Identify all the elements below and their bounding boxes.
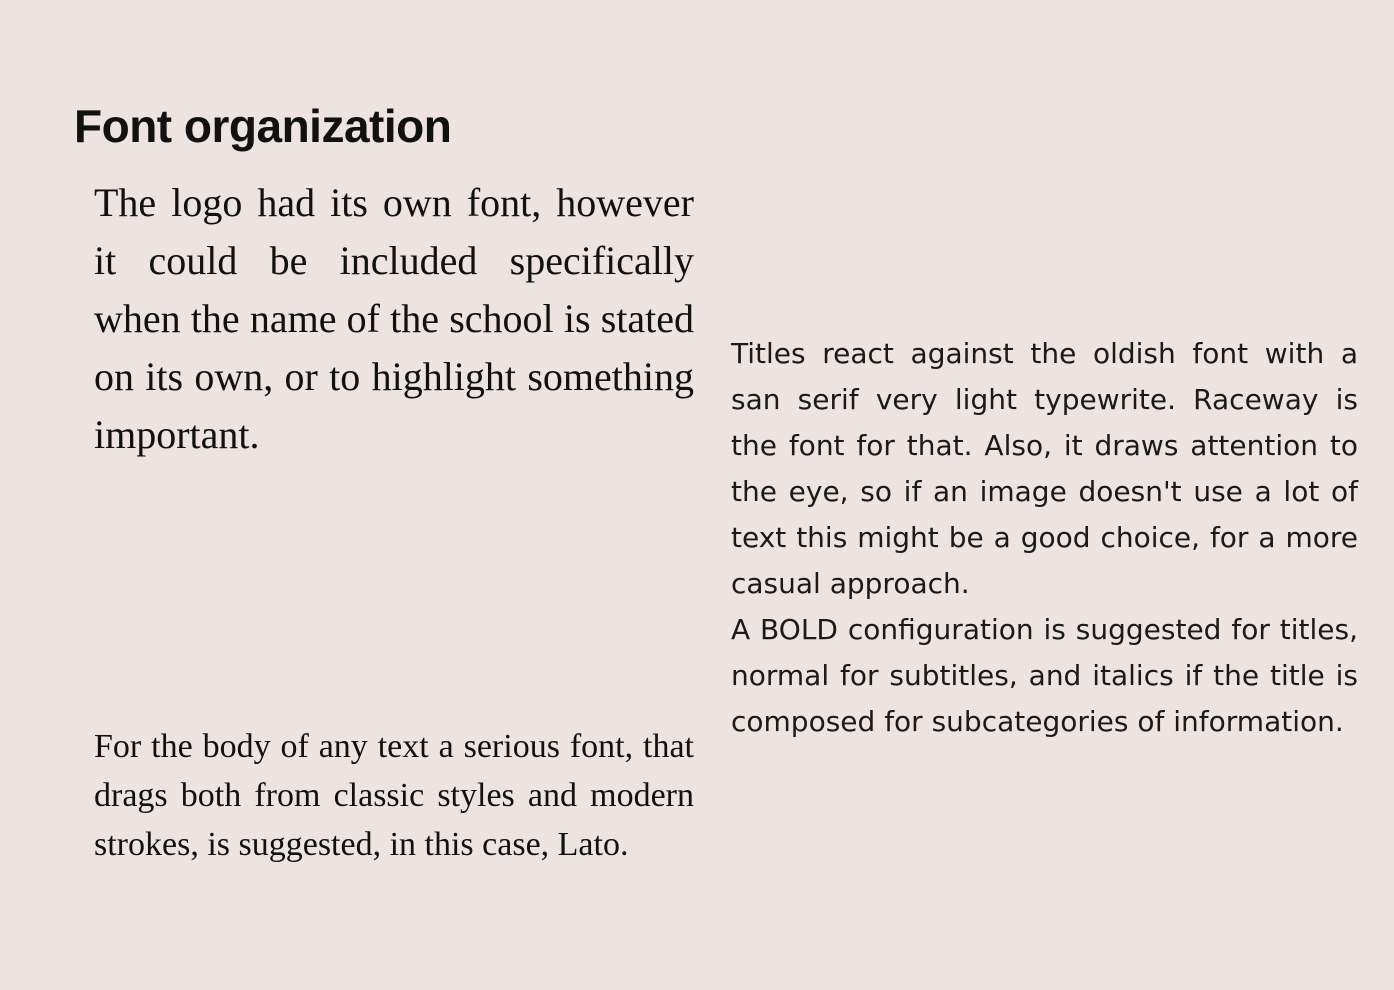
body-font-paragraph: For the body of any text a serious font, that drags both from classic styles and modern strokes, is suggested, in this case, Lato. (94, 728, 694, 863)
title-font-column (731, 331, 1358, 745)
title-font-paragraph: Titles react against the oldish font with a san serif very light typewrite. Raceway is the font for that. Also, it draws attention to the eye, so if an image doesn't use a lot of text this might be a good choice, for a more casual approach. (731, 337, 1358, 600)
font-weight-paragraph: A BOLD configuration is suggested for titles, normal for subtitles, and italics if the title is composed for subcategories of information. (731, 613, 1358, 738)
page-title: Font organization (74, 100, 452, 152)
logo-font-paragraph: The logo had its own font, however it could be included specifically when the name of the school is stated on its own, or to highlight something important. (94, 180, 694, 457)
